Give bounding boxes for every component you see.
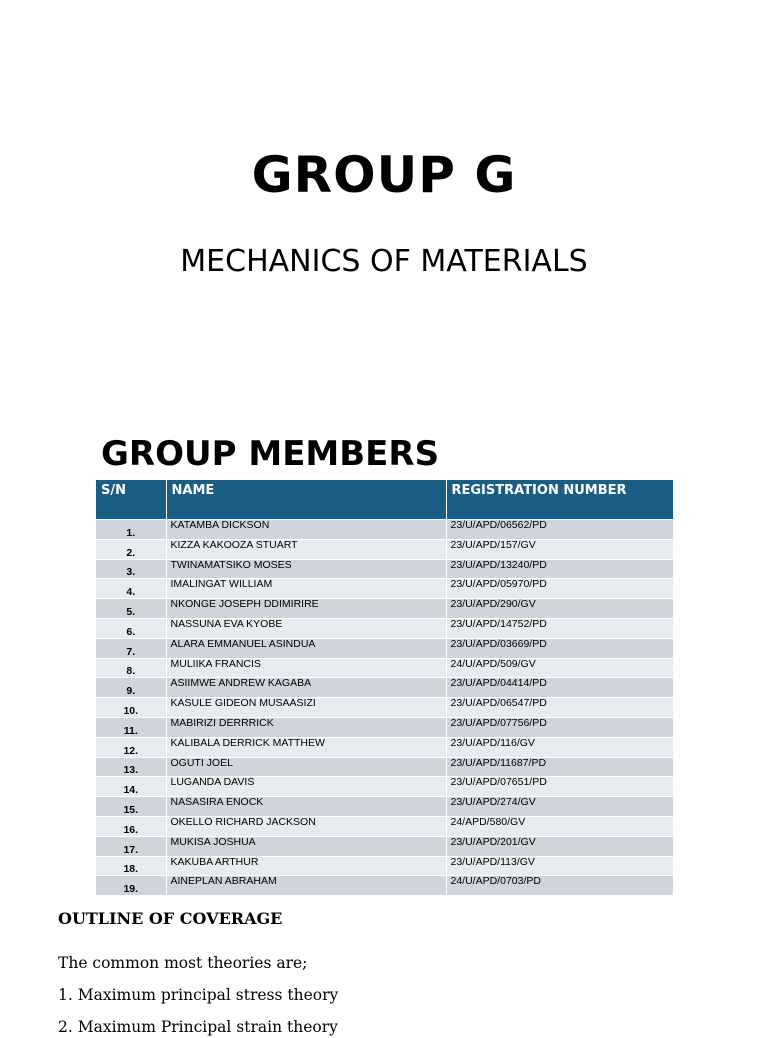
cell-name: KIZZA KAKOOZA STUART [166, 539, 446, 559]
table-row [96, 599, 673, 619]
table-row [96, 559, 673, 579]
cell-name: NASASIRA ENOCK [166, 797, 446, 817]
table-row [96, 698, 673, 718]
cell-name: KATAMBA DICKSON [166, 520, 446, 540]
table-row [96, 539, 673, 559]
table-row [96, 737, 673, 757]
cell-registration: 24/U/APD/509/GV [446, 658, 673, 678]
cell-name: LUGANDA DAVIS [166, 777, 446, 797]
table-row [96, 777, 673, 797]
outline-intro: The common most theories are; [58, 954, 308, 972]
cell-registration: 23/U/APD/11687/PD [446, 757, 673, 777]
cell-sn: 13. [96, 757, 166, 777]
cell-registration: 23/U/APD/06547/PD [446, 698, 673, 718]
cell-registration: 24/APD/580/GV [446, 816, 673, 836]
cell-sn: 15. [96, 797, 166, 817]
table-row [96, 797, 673, 817]
cell-registration: 23/U/APD/13240/PD [446, 559, 673, 579]
cell-registration: 23/U/APD/116/GV [446, 737, 673, 757]
cell-registration: 23/U/APD/290/GV [446, 599, 673, 619]
table-row [96, 856, 673, 876]
table-row [96, 618, 673, 638]
members-table [96, 480, 673, 895]
cell-name: KAKUBA ARTHUR [166, 856, 446, 876]
cell-name: MABIRIZI DERRRICK [166, 717, 446, 737]
header-sn: S/N [96, 480, 166, 520]
table-row [96, 816, 673, 836]
cell-name: ALARA EMMANUEL ASINDUA [166, 638, 446, 658]
cell-name: NKONGE JOSEPH DDIMIRIRE [166, 599, 446, 619]
table-row [96, 757, 673, 777]
cell-registration: 23/U/APD/06562/PD [446, 520, 673, 540]
members-heading: GROUP MEMBERS [101, 434, 440, 474]
cell-registration: 24/U/APD/0703/PD [446, 876, 673, 895]
cell-name: MUKISA JOSHUA [166, 836, 446, 856]
cell-registration: 23/U/APD/14752/PD [446, 618, 673, 638]
table-row [96, 658, 673, 678]
cell-registration: 23/U/APD/201/GV [446, 836, 673, 856]
cell-name: TWINAMATSIKO MOSES [166, 559, 446, 579]
members-table-body [96, 520, 673, 896]
outline-item: 2. Maximum Principal strain theory [58, 1018, 338, 1036]
cell-registration: 23/U/APD/03669/PD [446, 638, 673, 658]
page-subtitle: MECHANICS OF MATERIALS [180, 244, 588, 279]
cell-registration: 23/U/APD/05970/PD [446, 579, 673, 599]
cell-sn: 8. [96, 658, 166, 678]
cell-registration: 23/U/APD/157/GV [446, 539, 673, 559]
header-registration: REGISTRATION NUMBER [446, 480, 673, 520]
cell-sn: 14. [96, 777, 166, 797]
table-header-row [96, 480, 673, 520]
cell-sn: 3. [96, 559, 166, 579]
cell-name: KALIBALA DERRICK MATTHEW [166, 737, 446, 757]
cell-sn: 10. [96, 698, 166, 718]
table-row [96, 717, 673, 737]
cell-registration: 23/U/APD/274/GV [446, 797, 673, 817]
cell-sn: 9. [96, 678, 166, 698]
table-row [96, 876, 673, 895]
table-row [96, 678, 673, 698]
header-name: NAME [166, 480, 446, 520]
cell-sn: 18. [96, 856, 166, 876]
cell-registration: 23/U/APD/07756/PD [446, 717, 673, 737]
cell-name: KASULE GIDEON MUSAASIZI [166, 698, 446, 718]
cell-sn: 4. [96, 579, 166, 599]
table-row [96, 520, 673, 540]
page-title: GROUP G [251, 146, 517, 204]
cell-sn: 5. [96, 599, 166, 619]
cell-sn: 11. [96, 717, 166, 737]
cell-registration: 23/U/APD/113/GV [446, 856, 673, 876]
cell-sn: 6. [96, 618, 166, 638]
cell-name: OGUTI JOEL [166, 757, 446, 777]
cell-name: ASIIMWE ANDREW KAGABA [166, 678, 446, 698]
cell-sn: 19. [96, 876, 166, 895]
cell-name: IMALINGAT WILLIAM [166, 579, 446, 599]
cell-registration: 23/U/APD/04414/PD [446, 678, 673, 698]
cell-name: AINEPLAN ABRAHAM [166, 876, 446, 895]
cell-sn: 17. [96, 836, 166, 856]
cell-sn: 16. [96, 816, 166, 836]
cell-name: OKELLO RICHARD JACKSON [166, 816, 446, 836]
cell-sn: 2. [96, 539, 166, 559]
table-row [96, 579, 673, 599]
cell-sn: 12. [96, 737, 166, 757]
cell-sn: 7. [96, 638, 166, 658]
cell-name: MULIIKA FRANCIS [166, 658, 446, 678]
outline-heading: OUTLINE OF COVERAGE [58, 909, 283, 928]
table-row [96, 836, 673, 856]
cell-sn: 1. [96, 520, 166, 540]
outline-item: 1. Maximum principal stress theory [58, 986, 339, 1004]
cell-name: NASSUNA EVA KYOBE [166, 618, 446, 638]
table-row [96, 638, 673, 658]
cell-registration: 23/U/APD/07651/PD [446, 777, 673, 797]
